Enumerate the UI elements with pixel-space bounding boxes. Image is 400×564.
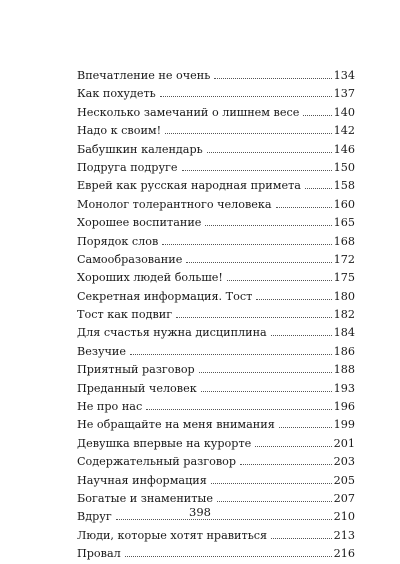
toc-entry-title: Для счастья нужна дисциплина	[77, 326, 267, 340]
toc-entry-page: 168	[333, 234, 355, 248]
toc-leader-dots	[165, 133, 332, 134]
toc-entry-page: 175	[333, 271, 355, 285]
toc-entry-title: Девушка впервые на курорте	[77, 436, 252, 450]
toc-entry	[77, 324, 355, 342]
table-of-contents	[77, 67, 355, 564]
page-number: 398	[189, 505, 211, 519]
toc-entry-page: 193	[333, 381, 355, 395]
toc-entry-page: 196	[333, 400, 355, 414]
toc-entry	[77, 343, 355, 361]
toc-leader-dots	[207, 152, 332, 153]
toc-entry-title: Секретная информация. Тост	[77, 289, 253, 303]
toc-entry-title: Надо к своим!	[77, 124, 162, 138]
toc-entry-page: 134	[333, 69, 355, 82]
toc-entry-page: 213	[333, 528, 355, 542]
toc-entry-title: Порядок слов	[77, 234, 159, 248]
toc-entry-title: Хорошее воспитание	[77, 216, 202, 230]
toc-leader-dots	[160, 96, 332, 97]
toc-entry	[77, 251, 355, 269]
toc-entry	[77, 361, 355, 379]
toc-entry	[77, 85, 355, 103]
toc-entry	[77, 416, 355, 434]
toc-entry-page: 199	[333, 418, 355, 432]
toc-entry	[77, 177, 355, 195]
toc-entry	[77, 453, 355, 471]
toc-leader-dots	[201, 391, 332, 392]
toc-leader-dots	[205, 225, 331, 226]
toc-leader-dots	[125, 556, 332, 557]
toc-entry-title: Хороших людей больше!	[77, 271, 223, 285]
toc-entry	[77, 67, 355, 85]
toc-entry	[77, 269, 355, 287]
toc-entry-page: 146	[333, 142, 355, 156]
toc-entry-page: 186	[333, 344, 355, 358]
toc-entry-title: Богатые и знаменитые	[77, 491, 213, 505]
toc-entry	[77, 122, 355, 140]
toc-leader-dots	[271, 335, 332, 336]
toc-entry	[77, 196, 355, 214]
toc-entry-title: Бабушкин календарь	[77, 142, 203, 156]
toc-entry-title: Несколько замечаний о лишнем весе	[77, 105, 300, 119]
toc-entry-page: 142	[333, 124, 355, 138]
toc-leader-dots	[303, 115, 331, 116]
toc-entry	[77, 435, 355, 453]
toc-entry	[77, 380, 355, 398]
toc-entry-title: Приятный разговор	[77, 363, 195, 377]
toc-entry-title: Монолог толерантного человека	[77, 197, 272, 211]
toc-entry-page: 188	[333, 363, 355, 377]
toc-entry-page: 201	[333, 436, 355, 450]
toc-entry	[77, 233, 355, 251]
toc-leader-dots	[182, 170, 332, 171]
toc-leader-dots	[227, 280, 332, 281]
toc-entry	[77, 306, 355, 324]
toc-entry	[77, 288, 355, 306]
toc-entry-title: Впечатление не очень	[77, 69, 211, 82]
toc-entry-page: 140	[333, 105, 355, 119]
toc-entry-title: Не про нас	[77, 400, 143, 414]
toc-leader-dots	[146, 409, 331, 410]
toc-leader-dots	[240, 464, 332, 465]
toc-leader-dots	[255, 446, 331, 447]
toc-entry-page: 207	[333, 491, 355, 505]
toc-entry-page: 216	[333, 547, 355, 561]
toc-entry-page: 172	[333, 252, 355, 266]
toc-leader-dots	[130, 354, 332, 355]
toc-entry-title: Содержательный разговор	[77, 455, 237, 469]
toc-entry-page: 203	[333, 455, 355, 469]
toc-entry-page: 184	[333, 326, 355, 340]
toc-leader-dots	[279, 427, 332, 428]
toc-entry-page: 205	[333, 473, 355, 487]
toc-leader-dots	[176, 317, 332, 318]
toc-leader-dots	[162, 244, 331, 245]
toc-entry-page: 182	[333, 308, 355, 322]
toc-entry-page: 210	[333, 510, 355, 524]
toc-entry-page: 158	[333, 179, 355, 193]
toc-entry	[77, 545, 355, 563]
toc-leader-dots	[116, 519, 332, 520]
toc-entry-title: Везучие	[77, 344, 126, 358]
toc-entry	[77, 141, 355, 159]
toc-entry-title: Как похудеть	[77, 87, 156, 101]
toc-entry-title: Вдруг	[77, 510, 112, 524]
toc-entry	[77, 104, 355, 122]
toc-entry	[77, 527, 355, 545]
toc-leader-dots	[186, 262, 331, 263]
toc-entry-title: Люди, которые хотят нравиться	[77, 528, 268, 542]
toc-entry-title: Еврей как русская народная примета	[77, 179, 301, 193]
toc-leader-dots	[199, 372, 332, 373]
toc-entry	[77, 214, 355, 232]
toc-entry	[77, 398, 355, 416]
toc-entry-title: Провал	[77, 547, 121, 561]
toc-leader-dots	[211, 483, 332, 484]
toc-entry	[77, 159, 355, 177]
toc-entry-page: 137	[333, 87, 355, 101]
toc-entry-title: Преданный человек	[77, 381, 197, 395]
toc-leader-dots	[217, 501, 332, 502]
toc-leader-dots	[305, 188, 332, 189]
toc-leader-dots	[276, 207, 332, 208]
toc-leader-dots	[256, 299, 331, 300]
toc-entry-title: Подруга подруге	[77, 160, 178, 174]
toc-entry-page: 180	[333, 289, 355, 303]
toc-entry-title: Тост как подвиг	[77, 308, 173, 322]
toc-entry	[77, 472, 355, 490]
toc-entry-page: 150	[333, 160, 355, 174]
toc-entry-page: 165	[333, 216, 355, 230]
toc-leader-dots	[214, 78, 331, 79]
toc-entry-title: Самообразование	[77, 252, 183, 266]
toc-entry-title: Не обращайте на меня внимания	[77, 418, 275, 432]
toc-leader-dots	[271, 538, 332, 539]
toc-entry-title: Научная информация	[77, 473, 207, 487]
toc-entry-page: 160	[333, 197, 355, 211]
